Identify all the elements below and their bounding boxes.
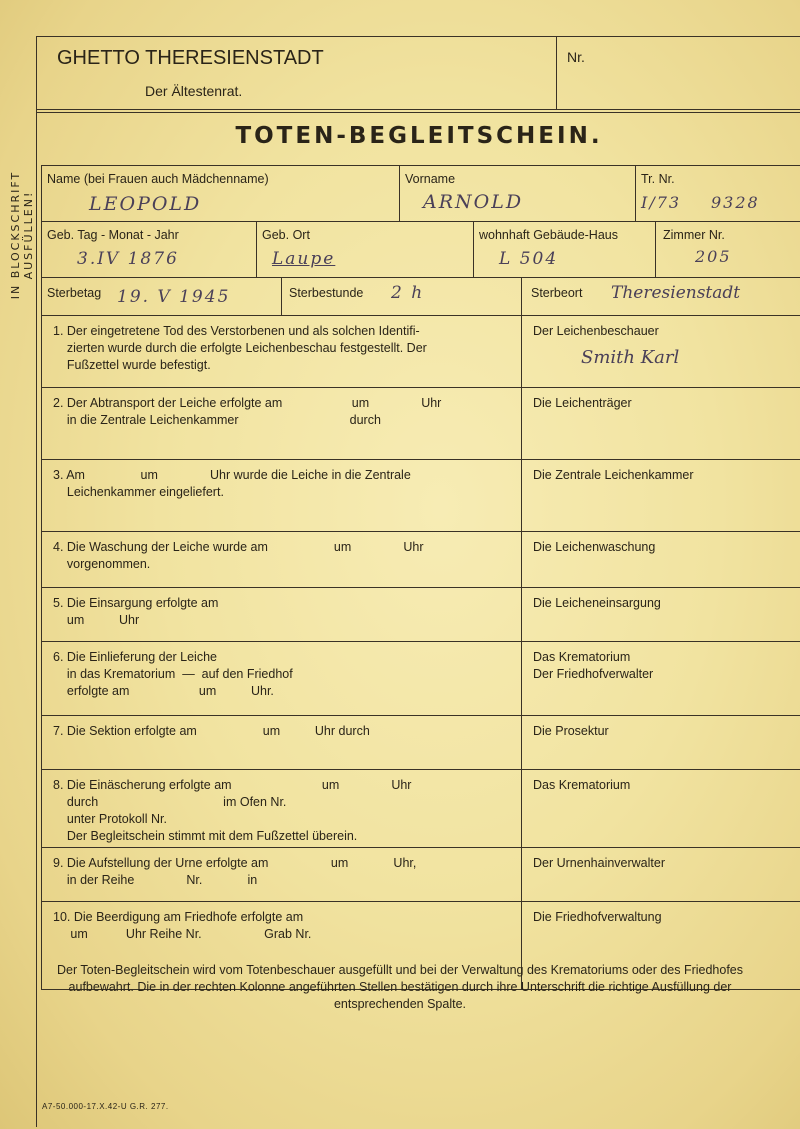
procedure-row-4[interactable] <box>41 531 521 587</box>
row-divider <box>41 847 800 848</box>
sterbetag-field[interactable] <box>41 277 281 315</box>
council-name: Der Ältestenrat. <box>145 83 243 99</box>
procedure-row-text: 2. Der Abtransport der Leiche erfolgte am um Uhr in die Zentrale Leichenkammer durch <box>53 396 442 427</box>
sterbetag-value: 19. V 1945 <box>117 287 231 307</box>
beschauer-signature: Smith Karl <box>581 347 680 368</box>
procedure-row-9[interactable] <box>41 847 521 901</box>
trnr-field[interactable] <box>635 165 800 221</box>
document-title: TOTEN-BEGLEITSCHEIN. <box>235 123 603 149</box>
gebtag-value: 3.IV 1876 <box>77 249 179 269</box>
name-label: Name (bei Frauen auch Mädchenname) <box>47 172 269 186</box>
signature-cell-6[interactable] <box>521 641 800 715</box>
signature-cell-label: Der Leichenbeschauer <box>533 324 659 338</box>
signature-cell-label: Die Friedhofverwaltung <box>533 910 662 924</box>
procedure-row-5[interactable] <box>41 587 521 641</box>
gebtag-label: Geb. Tag - Monat - Jahr <box>47 228 179 242</box>
signature-cell-label: Die Prosektur <box>533 724 609 738</box>
zimmer-value: 205 <box>695 247 732 266</box>
nr-label: Nr. <box>567 49 585 65</box>
procedure-row-8[interactable] <box>41 769 521 847</box>
signature-cell-7[interactable] <box>521 715 800 769</box>
procedure-row-3[interactable] <box>41 459 521 531</box>
procedure-row-7[interactable] <box>41 715 521 769</box>
signature-cell-label: Der Urnenhainverwalter <box>533 856 666 870</box>
signature-cell-9[interactable] <box>521 847 800 901</box>
form-code: A7-50.000-17.X.42-U G.R. 277. <box>42 1102 169 1111</box>
gebtag-field[interactable] <box>41 221 256 277</box>
blockschrift-note <box>4 160 34 320</box>
signature-cell-8[interactable] <box>521 769 800 847</box>
procedure-row-text: 10. Die Beerdigung am Friedhofe erfolgte am um Uhr Reihe Nr. Grab Nr. <box>53 910 312 941</box>
procedure-row-1[interactable] <box>41 315 521 387</box>
procedure-row-text: 9. Die Aufstellung der Urne erfolgte am um Uhr, in der Reihe Nr. in <box>53 856 417 887</box>
name-field[interactable] <box>41 165 399 221</box>
signature-cell-label: Die Zentrale Leichenkammer <box>533 468 694 482</box>
wohnhaft-value: L 504 <box>499 249 559 269</box>
row-divider <box>41 901 800 902</box>
sterbestunde-value: 2 h <box>391 283 425 303</box>
wohnhaft-label: wohnhaft Gebäude-Haus <box>479 228 618 242</box>
procedure-row-text: 4. Die Waschung der Leiche wurde am um Uhr vorgenommen. <box>53 540 424 571</box>
header-double-line <box>37 112 800 113</box>
geburtsort-label: Geb. Ort <box>262 228 310 242</box>
vorname-field[interactable] <box>399 165 635 221</box>
vorname-value: ARNOLD <box>423 191 524 213</box>
signature-cell-3[interactable] <box>521 459 800 531</box>
signature-cell-10[interactable] <box>521 901 800 953</box>
signature-cell-4[interactable] <box>521 531 800 587</box>
row-divider <box>41 587 800 588</box>
row-divider <box>41 531 800 532</box>
sterbeort-value: Theresienstadt <box>611 283 741 303</box>
signature-cell-label: Die Leichenwaschung <box>533 540 656 554</box>
signature-cell-label: Das Krematorium <box>533 778 631 792</box>
signature-cell-5[interactable] <box>521 587 800 641</box>
ghetto-title: GHETTO THERESIENSTADT <box>57 47 324 69</box>
row-divider <box>41 387 800 388</box>
zimmer-label: Zimmer Nr. <box>663 228 725 242</box>
row-divider <box>41 715 800 716</box>
signature-cell-label: Das Krematorium Der Friedhofverwalter <box>533 650 654 681</box>
nr-box[interactable] <box>556 37 800 109</box>
sterbeort-label: Sterbeort <box>531 286 583 300</box>
row-divider <box>41 641 800 642</box>
trnr-value: I/73 <box>641 193 682 212</box>
geburtsort-value: Laupe <box>272 249 336 269</box>
vorname-label: Vorname <box>405 172 456 186</box>
sterbestunde-field[interactable] <box>281 277 521 315</box>
row-divider <box>41 769 800 770</box>
procedure-row-text: 1. Der eingetretene Tod des Verstorbenen und als solchen Identifi- zierten wurde durch die erfolgte Leichenbeschau festgestellt. Der Fußzettel wurde befestigt. <box>53 324 427 372</box>
signature-cell-2[interactable] <box>521 387 800 459</box>
row-divider <box>41 459 800 460</box>
procedure-row-2[interactable] <box>41 387 521 459</box>
procedure-row-text: 8. Die Einäscherung erfolgte am um Uhr durch im Ofen Nr. unter Protokoll Nr. Der Begleitschein stimmt mit dem Fußzettel überein. <box>53 778 412 843</box>
zimmer-field[interactable] <box>655 221 800 277</box>
trnr-label: Tr. Nr. <box>641 172 675 186</box>
procedure-row-10[interactable] <box>41 901 521 953</box>
name-value: LEOPOLD <box>89 193 202 215</box>
procedure-row-text: 5. Die Einsargung erfolgte am um Uhr <box>53 596 219 627</box>
blockschrift-note-text: IN BLOCKSCHRIFT AUSFÜLLEN! <box>9 170 35 300</box>
signature-cell-label: Die Leicheneinsargung <box>533 596 661 610</box>
procedure-row-text: 3. Am um Uhr wurde die Leiche in die Zentrale Leichenkammer eingeliefert. <box>53 468 411 499</box>
trnr-number: 9328 <box>711 193 760 212</box>
sterbeort-field[interactable] <box>521 277 800 315</box>
procedure-row-text: 7. Die Sektion erfolgte am um Uhr durch <box>53 724 370 738</box>
signature-cell-1[interactable] <box>521 315 800 387</box>
procedure-row-6[interactable] <box>41 641 521 715</box>
geburtsort-field[interactable] <box>256 221 473 277</box>
sterbetag-label: Sterbetag <box>47 286 102 300</box>
footer-note: Der Toten-Begleitschein wird vom Totenbeschauer ausgefüllt und bei der Verwaltung des Krematoriums oder des Friedhofes aufbewahrt. Die in der rechten Kolonne angeführten Stellen bestätigen durch ihre Unterschrift die richtige Ausfüllung der entsprechenden Spalte. <box>56 963 744 1011</box>
sterbestunde-label: Sterbestunde <box>289 286 364 300</box>
procedure-row-text: 6. Die Einlieferung der Leiche in das Krematorium — auf den Friedhof erfolgte am um Uhr. <box>53 650 293 698</box>
header <box>37 37 800 110</box>
signature-cell-label: Die Leichenträger <box>533 396 632 410</box>
wohnhaft-field[interactable] <box>473 221 655 277</box>
